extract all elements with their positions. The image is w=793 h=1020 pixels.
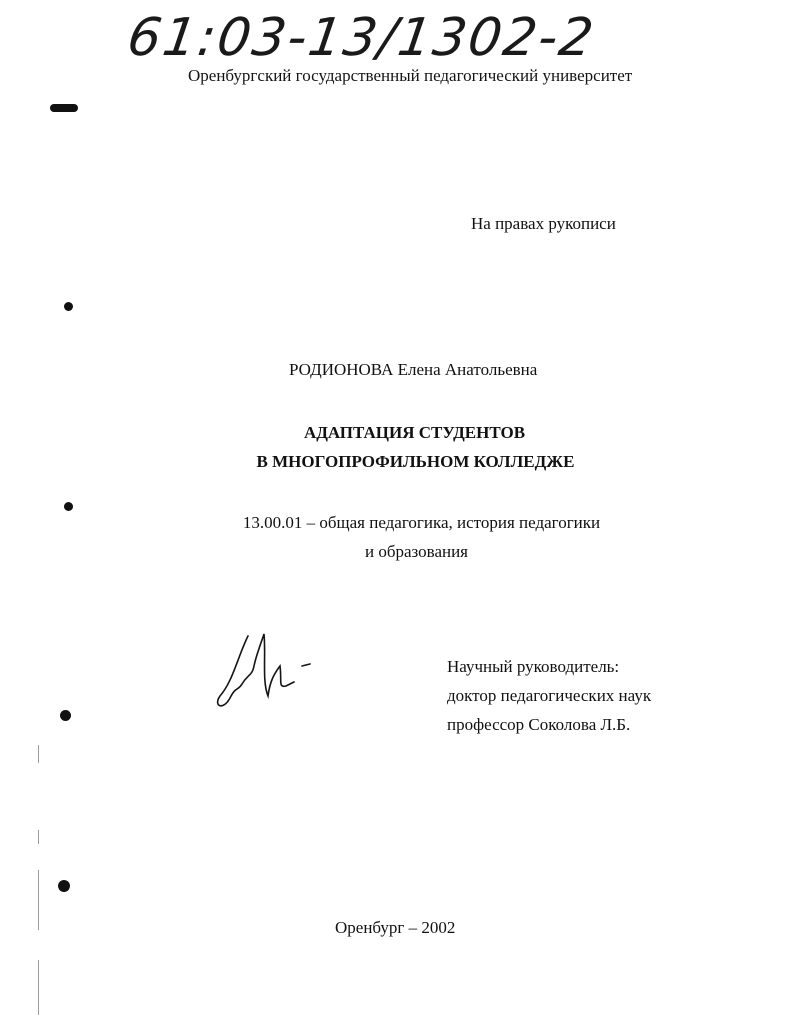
scan-mark-3 bbox=[64, 502, 73, 511]
supervisor-label: Научный руководитель: bbox=[447, 657, 620, 676]
supervisor-block bbox=[447, 652, 651, 739]
supervisor-degree: доктор педагогических наук bbox=[447, 686, 652, 705]
margin-line-2 bbox=[38, 830, 39, 844]
margin-line-4 bbox=[38, 960, 39, 1015]
scan-mark-2 bbox=[64, 302, 73, 311]
scan-mark-4 bbox=[60, 710, 71, 721]
university-name: Оренбургский государственный педагогический университет bbox=[188, 66, 633, 85]
supervisor-name: профессор Соколова Л.Б. bbox=[447, 715, 631, 734]
margin-line-1 bbox=[38, 745, 39, 763]
margin-line-3 bbox=[38, 870, 39, 930]
city-and-year: Оренбург – 2002 bbox=[335, 918, 456, 937]
title-line-1: АДАПТАЦИЯ СТУДЕНТОВ bbox=[303, 423, 526, 442]
handwritten-catalog-number: 61:03-13/1302-2 bbox=[123, 8, 599, 68]
scan-mark-5 bbox=[58, 880, 70, 892]
specialty-line-1: 13.00.01 – общая педагогика, история педагогики bbox=[242, 513, 601, 532]
manuscript-rights-note: На правах рукописи bbox=[471, 214, 616, 233]
title-line-2: В МНОГОПРОФИЛЬНОМ КОЛЛЕДЖЕ bbox=[256, 452, 575, 471]
author-name: РОДИОНОВА Елена Анатольевна bbox=[289, 360, 538, 379]
author-signature bbox=[208, 626, 328, 726]
dissertation-title bbox=[0, 418, 793, 476]
scan-mark-1 bbox=[50, 104, 78, 112]
specialty-code bbox=[0, 508, 793, 566]
specialty-line-2: и образования bbox=[364, 542, 469, 561]
